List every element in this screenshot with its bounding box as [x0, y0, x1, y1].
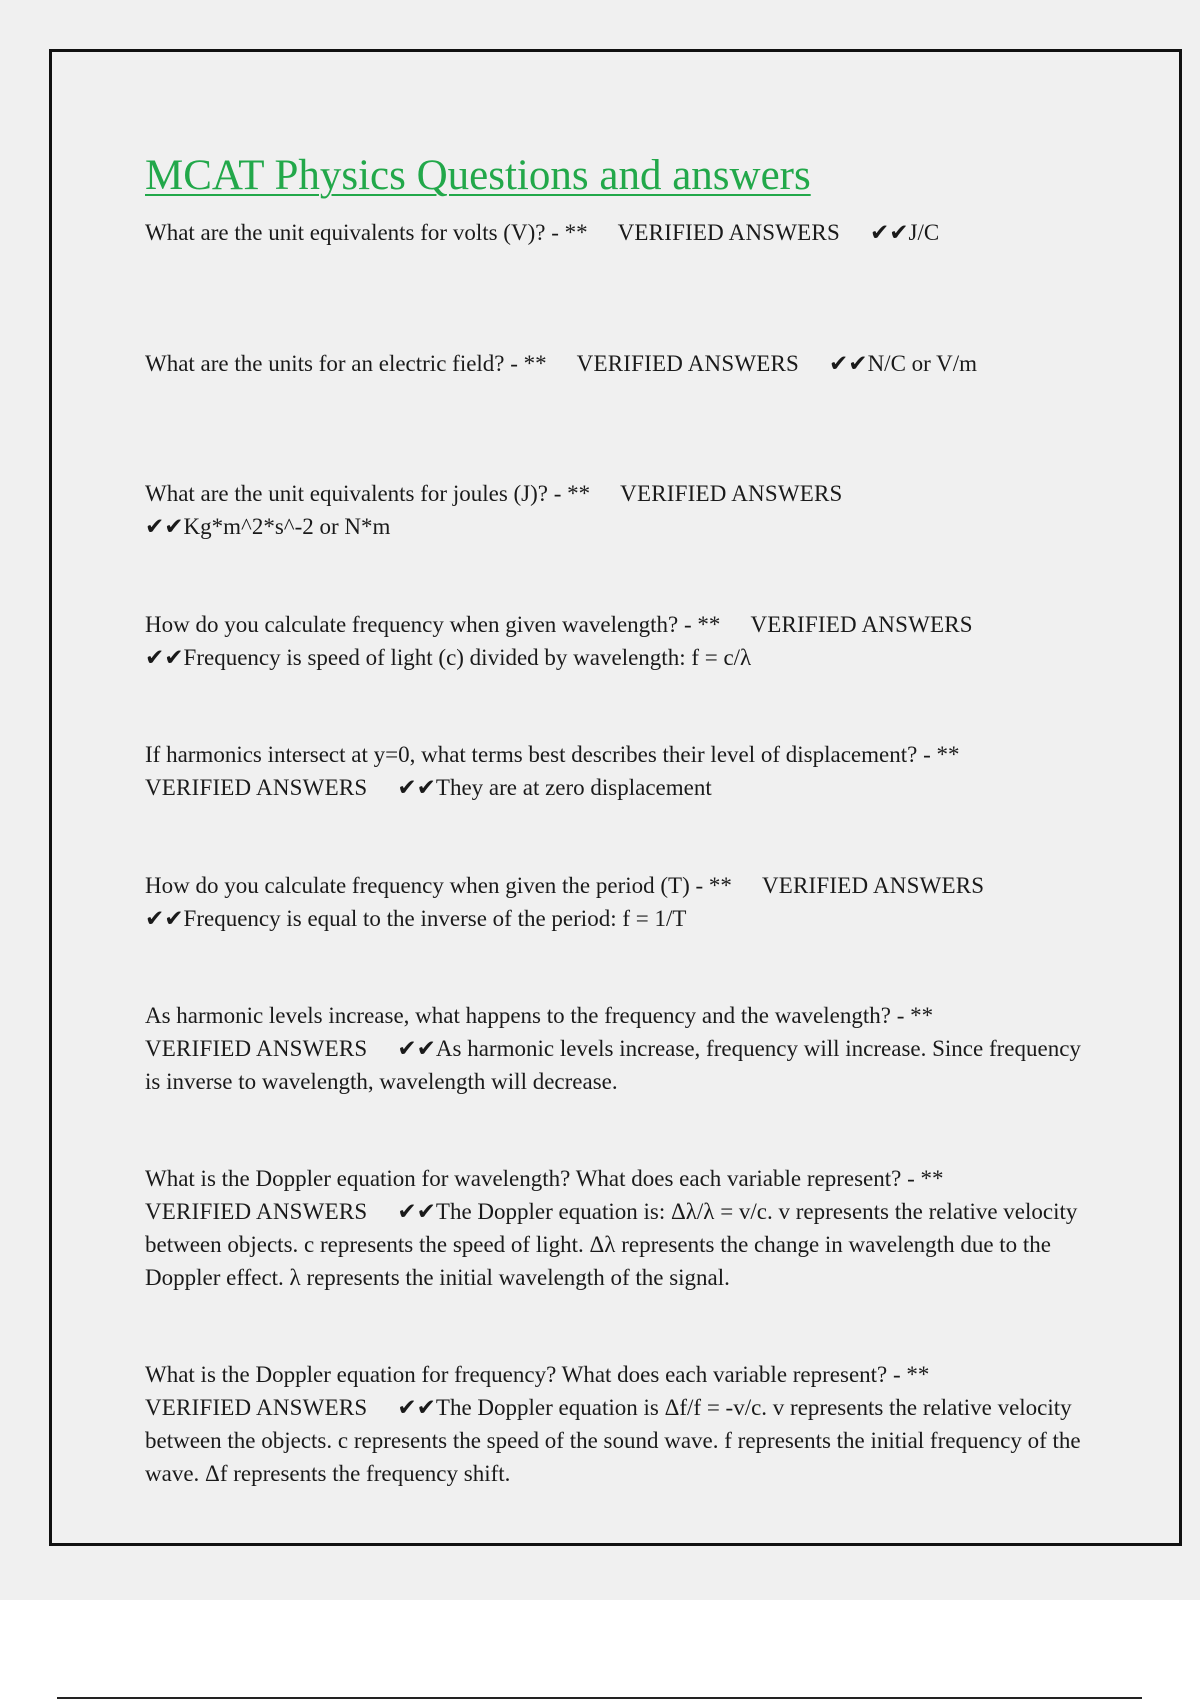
document-title: MCAT Physics Questions and answers [145, 152, 811, 199]
question-text: How do you calculate frequency when given the period (T) - ** [145, 872, 732, 898]
qa-item [145, 347, 1095, 478]
answer-text: ✔✔Kg*m^2*s^-2 or N*m [145, 514, 391, 539]
verified-label: VERIFIED ANSWERS [145, 1036, 368, 1061]
question-text: What is the Doppler equation for frequency? What does each variable represent? - ** [145, 1362, 930, 1387]
question-text: If harmonics intersect at y=0, what terms best describes their level of displacement? - ** [145, 742, 960, 767]
question-text: What are the units for an electric field? - ** [145, 350, 547, 376]
verified-label: VERIFIED ANSWERS [750, 611, 973, 637]
answer-text: ✔✔J/C [869, 220, 940, 245]
document-content [145, 150, 1095, 1554]
qa-item [145, 869, 1095, 1000]
answer-text: ✔✔As harmonic levels increase, frequency will increase. Since frequency is inverse to wavelength, wavelength will decrease. [145, 1036, 1081, 1094]
verified-label: VERIFIED ANSWERS [145, 1395, 368, 1420]
question-text: What are the unit equivalents for joules (J)? - ** [145, 481, 591, 506]
qa-item [145, 738, 1095, 869]
question-text: How do you calculate frequency when given wavelength? - ** [145, 611, 721, 637]
answer-text: ✔✔The Doppler equation is Δf/f = -v/c. v represents the relative velocity between the objects. c represents the speed of the sound wave. f represents the initial frequency of the wave. Δf represents the frequency shift. [145, 1395, 1081, 1486]
answer-text: ✔✔Frequency is equal to the inverse of the period: f = 1/T [145, 905, 687, 931]
qa-item [145, 216, 1095, 347]
footer-divider [57, 1697, 1142, 1699]
answer-text: ✔✔N/C or V/m [829, 350, 978, 376]
answer-text: ✔✔They are at zero displacement [397, 775, 712, 800]
qa-item [145, 1162, 1095, 1358]
answer-text: ✔✔Frequency is speed of light (c) divided by wavelength: f = c/λ [145, 644, 752, 670]
question-text: As harmonic levels increase, what happens to the frequency and the wavelength? - ** [145, 1003, 934, 1028]
qa-item [145, 999, 1095, 1162]
question-text: What is the Doppler equation for wavelength? What does each variable represent? - ** [145, 1166, 944, 1191]
question-text: What are the unit equivalents for volts (V)? - ** [145, 220, 588, 245]
verified-label: VERIFIED ANSWERS [617, 220, 840, 245]
answer-text: ✔✔The Doppler equation is: Δλ/λ = v/c. v represents the relative velocity between objects. c represents the speed of light. Δλ represents the change in wavelength due to the Doppler effect. λ represents the initial wavelength of the signal. [145, 1199, 1078, 1290]
qa-item [145, 477, 1095, 608]
verified-label: VERIFIED ANSWERS [761, 872, 985, 898]
verified-label: VERIFIED ANSWERS [620, 481, 843, 506]
verified-label: VERIFIED ANSWERS [145, 1199, 368, 1224]
qa-item [145, 608, 1095, 739]
verified-label: VERIFIED ANSWERS [576, 350, 800, 376]
verified-label: VERIFIED ANSWERS [145, 775, 368, 800]
qa-item [145, 1358, 1095, 1554]
